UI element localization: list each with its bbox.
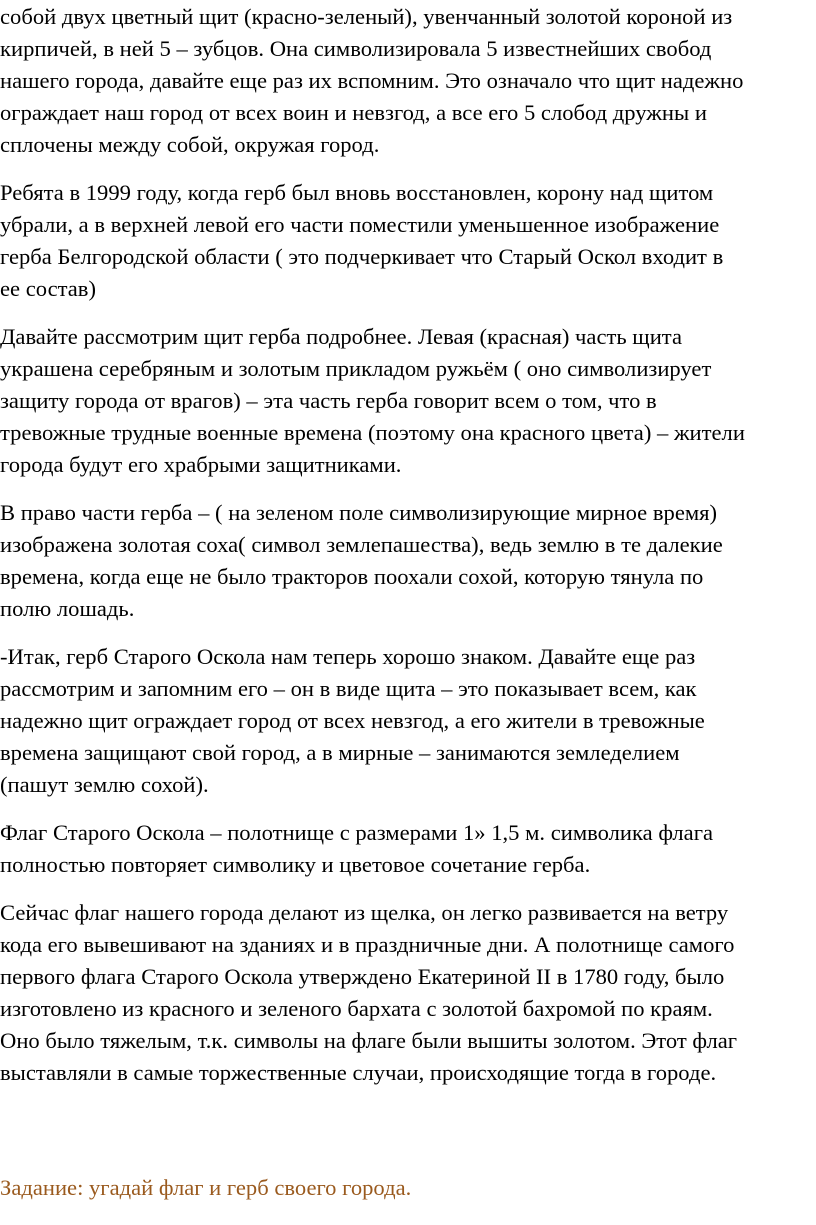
text-line: убрали, а в верхней левой его части поместили уменьшенное изображение: [0, 212, 720, 237]
paragraph-flag-description: [0, 817, 812, 881]
text-line: кирпичей, в ней 5 – зубцов. Она символизировала 5 известнейших свобод: [0, 36, 712, 61]
text-line: (пашут землю сохой).: [0, 772, 209, 797]
text-line: тревожные трудные военные времена (поэтому она красного цвета) – жители: [0, 420, 745, 445]
text-line: Давайте рассмотрим щит герба подробнее. Левая (красная) часть щита: [0, 324, 682, 349]
paragraph-left-red-part: [0, 321, 812, 481]
text-line: защиту города от врагов) – эта часть герба говорит всем о том, что в: [0, 388, 657, 413]
document-body: [0, 1, 812, 1105]
paragraph-summary-coat-of-arms: [0, 641, 812, 801]
text-line: сплочены между собой, окружая город.: [0, 132, 380, 157]
text-line: полю лошадь.: [0, 596, 135, 621]
text-line: рассмотрим и запомним его – он в виде щита – это показывает всем, как: [0, 676, 697, 701]
text-line: полностью повторяет символику и цветовое сочетание герба.: [0, 852, 591, 877]
text-line: Сейчас флаг нашего города делают из щелка, он легко развивается на ветру: [0, 900, 729, 925]
text-line: нашего города, давайте еще раз их вспомним. Это означало что щит надежно: [0, 68, 744, 93]
text-line: В право части герба – ( на зеленом поле символизирующие мирное время): [0, 500, 718, 525]
text-line: Оно было тяжелым, т.к. символы на флаге были вышиты золотом. Этот флаг: [0, 1028, 738, 1053]
text-line: кода его вывешивают на зданиях и в праздничные дни. А полотнище самого: [0, 932, 735, 957]
text-line: собой двух цветный щит (красно-зеленый), увенчанный золотой короной из: [0, 4, 733, 29]
paragraph-right-green-part: [0, 497, 812, 625]
text-line: герба Белгородской области ( это подчеркивает что Старый Оскол входит в: [0, 244, 724, 269]
text-line: Ребята в 1999 году, когда герб был вновь восстановлен, корону над щитом: [0, 180, 714, 205]
text-line: -Итак, герб Старого Оскола нам теперь хорошо знаком. Давайте еще раз: [0, 644, 696, 669]
text-line: первого флага Старого Оскола утверждено Екатериной II в 1780 году, было: [0, 964, 725, 989]
paragraph-coat-of-arms-crown: [0, 1, 812, 161]
paragraph-flag-history: [0, 897, 812, 1089]
text-line: выставляли в самые торжественные случаи, происходящие тогда в городе.: [0, 1060, 717, 1085]
task-assignment: Задание: угадай флаг и герб своего города.: [0, 1175, 412, 1200]
text-line: изображена золотая соха( символ землепашества), ведь землю в те далекие: [0, 532, 723, 557]
text-line: ее состав): [0, 276, 96, 301]
text-line: украшена серебряным и золотым прикладом ружьём ( оно символизирует: [0, 356, 712, 381]
text-line: Флаг Старого Оскола – полотнище с размерами 1» 1,5 м. символика флага: [0, 820, 714, 845]
text-line: ограждает наш город от всех воин и невзгод, а все его 5 слобод дружны и: [0, 100, 707, 125]
text-line: времена защищают свой город, а в мирные – занимаются земледелием: [0, 740, 680, 765]
text-line: города будут его храбрыми защитниками.: [0, 452, 402, 477]
paragraph-1999-restoration: [0, 177, 812, 305]
text-line: времена, когда еще не было тракторов поохали сохой, которую тянула по: [0, 564, 704, 589]
text-line: изготовлено из красного и зеленого бархата с золотой бахромой по краям.: [0, 996, 713, 1021]
text-line: надежно щит ограждает город от всех невзгод, а его жители в тревожные: [0, 708, 705, 733]
